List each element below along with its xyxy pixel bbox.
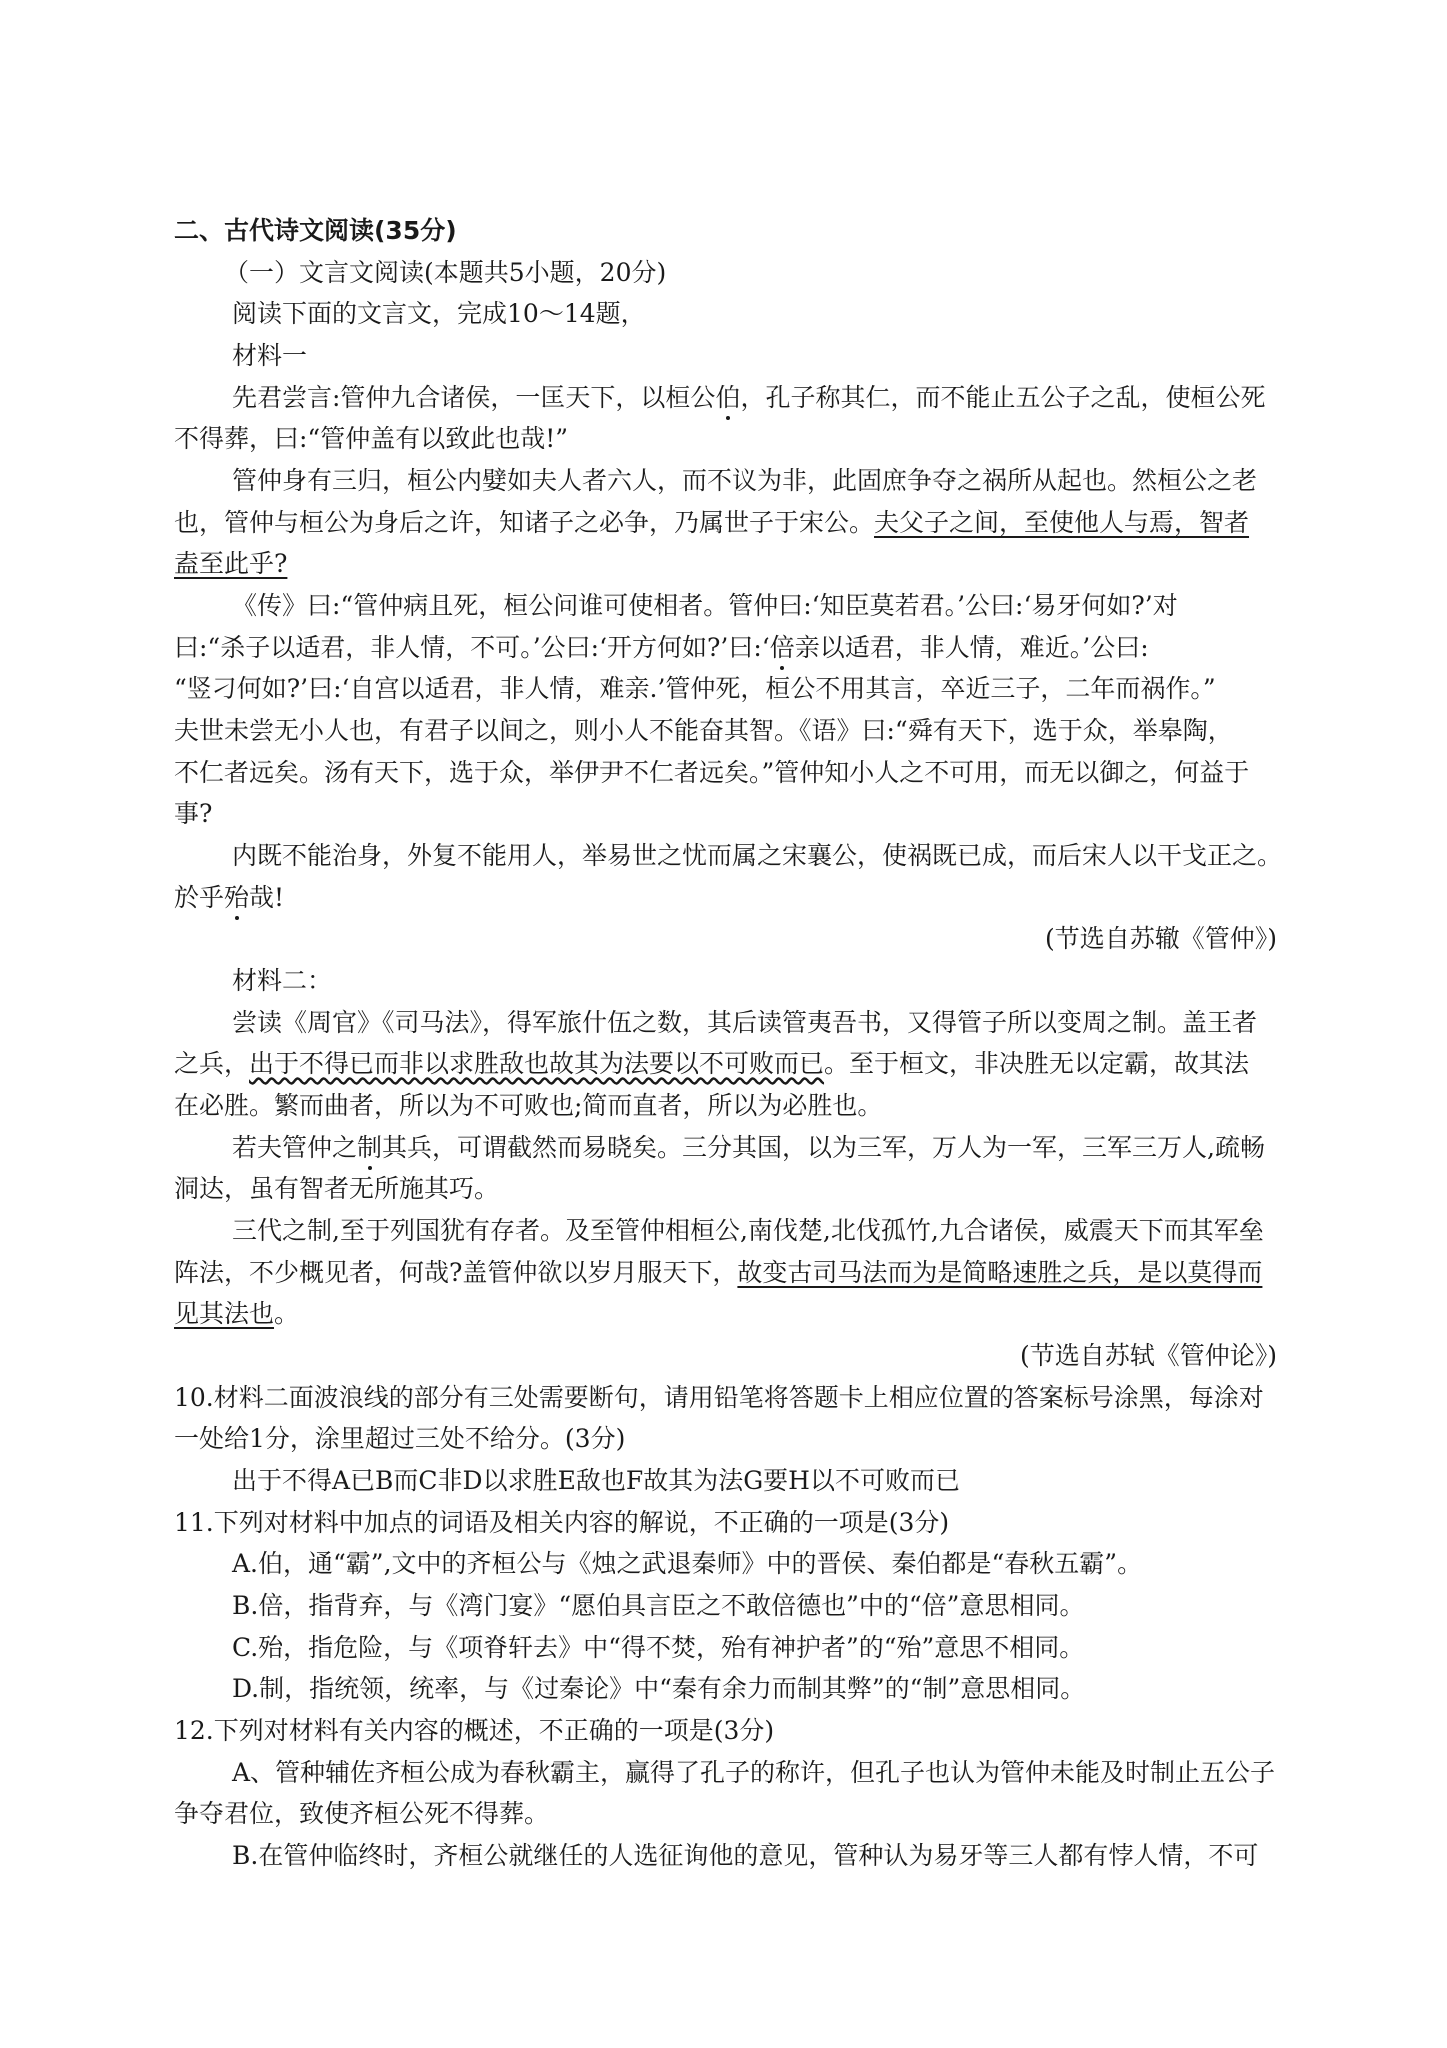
m1-para2-line3 xyxy=(174,547,287,581)
q10-stem-line2: 一处给1分，涂里超过三处不给分。(3分) xyxy=(174,1424,626,1453)
m1-para3-line5: 不仁者远矣。汤有天下，选于众，举伊尹不仁者远矣。”管仲知小人之不可用，而无以御之，何益于 xyxy=(174,758,1250,787)
m1-para3-line3: “竖刁何如?’曰:‘自宫以适君，非人情，难亲.’管仲死，桓公不用其言，卒近三子，二年而祸作。” xyxy=(174,674,1216,703)
dotted-word-zhi: 制 xyxy=(357,1133,383,1162)
material-1-label: 材料一 xyxy=(232,341,308,370)
m1-source: (节选自苏辙《管仲》) xyxy=(1044,924,1277,953)
section-heading: 二、古代诗文阅读(35分) xyxy=(174,216,457,245)
dotted-word-dai: 殆 xyxy=(224,883,250,912)
m2-para2-line1: 若夫管仲之制其兵，可谓截然而易晓矣。三分其国，以为三军，万人为一军，三军三万人,疏畅 xyxy=(232,1133,1265,1162)
m2-para3-line2: 阵法，不少概见者，何哉?盖管仲欲以岁月服天下，故变古司马法而为是简略速胜之兵，是以莫得而 xyxy=(174,1258,1263,1287)
dotted-word-bei: 倍 xyxy=(769,633,795,662)
q12-stem: 12.下列对材料有关内容的概述，不正确的一项是(3分) xyxy=(174,1716,775,1745)
m1-para3-line6: 事? xyxy=(174,799,213,828)
q10-options: 出于不得A已B而C非D以求胜E敌也F故其为法G要H以不可败而已 xyxy=(232,1466,960,1495)
m1-para2-line2: 也，管仲与桓公为身后之许，知诸子之必争，乃属世子于宋公。夫父子之间，至使他人与焉，智者 xyxy=(174,508,1250,537)
dotted-word-bo: 伯 xyxy=(715,383,741,412)
m2-para2-line2: 洞达，虽有智者无所施其巧。 xyxy=(174,1174,500,1203)
underlined-sentence: 故变古司马法而为是简略速胜之兵，是以莫得而 xyxy=(737,1258,1263,1287)
q11-option-b: B.倍，指背弃，与《湾门宴》“愿伯具言臣之不敢倍德也”中的“倍”意思相同。 xyxy=(232,1591,1085,1620)
wavy-underlined-passage: 出于不得已而非以求胜敌也故其为法要以不可败而已 xyxy=(249,1049,825,1078)
underlined-sentence-end: 盍至此乎? xyxy=(174,549,288,578)
q11-stem: 11.下列对材料中加点的词语及相关内容的解说，不正确的一项是(3分) xyxy=(174,1508,950,1537)
m1-para2-line1: 管仲身有三归，桓公内嬖如夫人者六人，而不议为非，此固庶争夺之祸所从起也。然桓公之老 xyxy=(232,466,1258,495)
q11-option-c: C.殆，指危险，与《项脊轩去》中“得不焚，殆有神护者”的“殆”意思不相同。 xyxy=(232,1633,1085,1662)
underlined-sentence: 夫父子之间，至使他人与焉，智者 xyxy=(874,508,1250,537)
m2-para1-line2: 之兵，出于不得已而非以求胜敌也故其为法要以不可败而已。至于桓文，非决胜无以定霸，故其法 xyxy=(174,1049,1250,1078)
q11-option-a: A.伯，通“霸”,文中的齐桓公与《烛之武退秦师》中的晋侯、秦伯都是“春秋五霸”。 xyxy=(232,1549,1143,1578)
subsection-title: （一）文言文阅读(本题共5小题，20分) xyxy=(224,258,667,287)
m2-para1-line1: 尝读《周官》《司马法》，得军旅什伍之数，其后读管夷吾书，又得管子所以变周之制。盖王者 xyxy=(232,1008,1258,1037)
m1-para3-line2: 曰:“杀子以适君，非人情，不可。’公曰:‘开方何如?’曰:‘倍亲以适君，非人情，难近。’公曰: xyxy=(174,633,1149,662)
material-2-label: 材料二： xyxy=(232,966,333,995)
m2-para1-line3: 在必胜。繁而曲者，所以为不可败也;简而直者，所以为必胜也。 xyxy=(174,1091,883,1120)
instruction: 阅读下面的文言文，完成10～14题， xyxy=(232,299,646,328)
m1-para3-line1: 《传》曰:“管仲病且死，桓公问谁可使相者。管仲曰:‘知臣莫若君。’公曰:‘易牙何如?’对 xyxy=(232,591,1178,620)
m1-para4-line2: 於乎殆哉! xyxy=(174,883,285,912)
m2-source: (节选自苏轼《管仲论》) xyxy=(1019,1341,1277,1370)
q12-option-b-line1: B.在管仲临终时，齐桓公就继任的人选征询他的意见，管种认为易牙等三人都有悖人情，不可 xyxy=(232,1841,1259,1870)
q10-stem-line1: 10.材料二面波浪线的部分有三处需要断句，请用铅笔将答题卡上相应位置的答案标号涂黑，每涂对 xyxy=(174,1383,1264,1412)
m2-para3-line3: 见其法也。 xyxy=(174,1299,300,1328)
m2-para3-line1: 三代之制,至于列国犹有存者。及至管仲相桓公,南伐楚,北伐孤竹,九合诸侯，威震天下而其军垒 xyxy=(232,1216,1264,1245)
m1-para4-line1: 内既不能治身，外复不能用人，举易世之忧而属之宋襄公，使祸既已成，而后宋人以干戈正之。 xyxy=(232,841,1283,870)
m1-para3-line4: 夫世未尝无小人也，有君子以间之，则小人不能奋其智。《语》曰:“舜有天下，选于众，举皋陶， xyxy=(174,716,1233,745)
q11-option-d: D.制，指统领，统率，与《过秦论》中“秦有余力而制其弊”的“制”意思相同。 xyxy=(232,1674,1086,1703)
m1-para1-line1: 先君尝言:管仲九合诸侯，一匡天下，以桓公伯，孔子称其仁，而不能止五公子之乱，使桓公死 xyxy=(232,383,1266,412)
q12-option-a-line1: A、管种辅佐齐桓公成为春秋霸主，赢得了孔子的称许，但孔子也认为管仲未能及时制止五公子 xyxy=(232,1758,1276,1787)
underlined-sentence-end: 见其法也 xyxy=(174,1299,275,1328)
m1-para1-line2: 不得葬，曰:“管仲盖有以致此也哉!” xyxy=(174,424,569,453)
q12-option-a-line2: 争夺君位，致使齐桓公死不得葬。 xyxy=(174,1799,550,1828)
